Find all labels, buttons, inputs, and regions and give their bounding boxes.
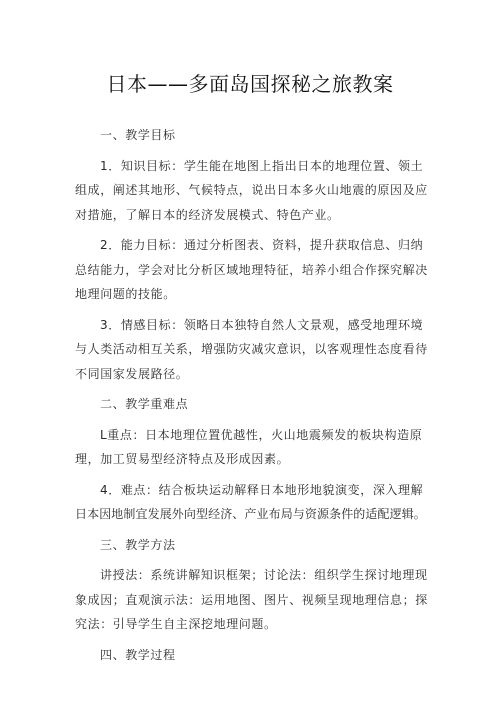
document-body bbox=[75, 123, 431, 667]
text-line: L重点：日本地理位置优越性，火山地震频发的板块构造原 bbox=[100, 427, 423, 442]
text-line: 3．情感目标：领略日本独特自然人文景观，感受地理环境 bbox=[100, 317, 424, 332]
text-line: 2．能力目标：通过分析图表、资料，提升获取信息、归纳 bbox=[100, 238, 424, 252]
document-title: 日本——多面岛国探秘之旅教案 bbox=[106, 72, 394, 96]
text-line: 象成因；直观演示法：运用地图、图片、视频呈现地理信息；探 bbox=[75, 592, 428, 607]
text-line: 讲授法：系统讲解知识框架；讨论法：组织学生探讨地理现 bbox=[100, 568, 428, 582]
paragraph-key-points bbox=[75, 423, 431, 472]
paragraph-emotion-goal bbox=[75, 313, 431, 387]
section-heading-goals: 一、教学目标 bbox=[100, 128, 176, 142]
text-line: 对措施，了解日本的经济发展模式、特色产业。 bbox=[75, 207, 340, 222]
paragraph-difficult-points bbox=[75, 478, 431, 527]
text-line: 究法：引导学生自主深挖地理问题。 bbox=[75, 617, 277, 631]
text-line: 1．知识目标：学生能在地图上指出日本的地理位置、领土 bbox=[100, 158, 424, 173]
section-heading-methods: 三、教学方法 bbox=[100, 537, 176, 552]
section-heading-keypoints: 二、教学重难点 bbox=[100, 397, 189, 411]
paragraph-knowledge-goal bbox=[75, 154, 431, 228]
paragraph-ability-goal bbox=[75, 233, 431, 307]
paragraph-methods bbox=[75, 563, 431, 637]
text-line: 不同国家发展路径。 bbox=[75, 366, 189, 381]
text-line: 4．难点：结合板块运动解释日本地形地貌演变，深入理解 bbox=[100, 482, 424, 497]
text-line: 地理问题的技能。 bbox=[75, 287, 176, 301]
text-line: 组成，阐述其地形、气候特点，说出日本多火山地震的原因及应 bbox=[75, 183, 428, 197]
text-line: 理，加工贸易型经济特点及形成因素。 bbox=[75, 452, 290, 466]
text-line: 总结能力，学会对比分析区域地理特征，培养小组合作探究解决 bbox=[75, 262, 428, 277]
text-line: 与人类活动相互关系，增强防灾减灾意识，以客观理性态度看待 bbox=[75, 342, 428, 356]
text-line: 日本因地制宜发展外向型经济、产业布局与资源条件的适配逻辑。 bbox=[75, 507, 426, 521]
section-heading-process: 四、教学过程 bbox=[100, 647, 176, 662]
